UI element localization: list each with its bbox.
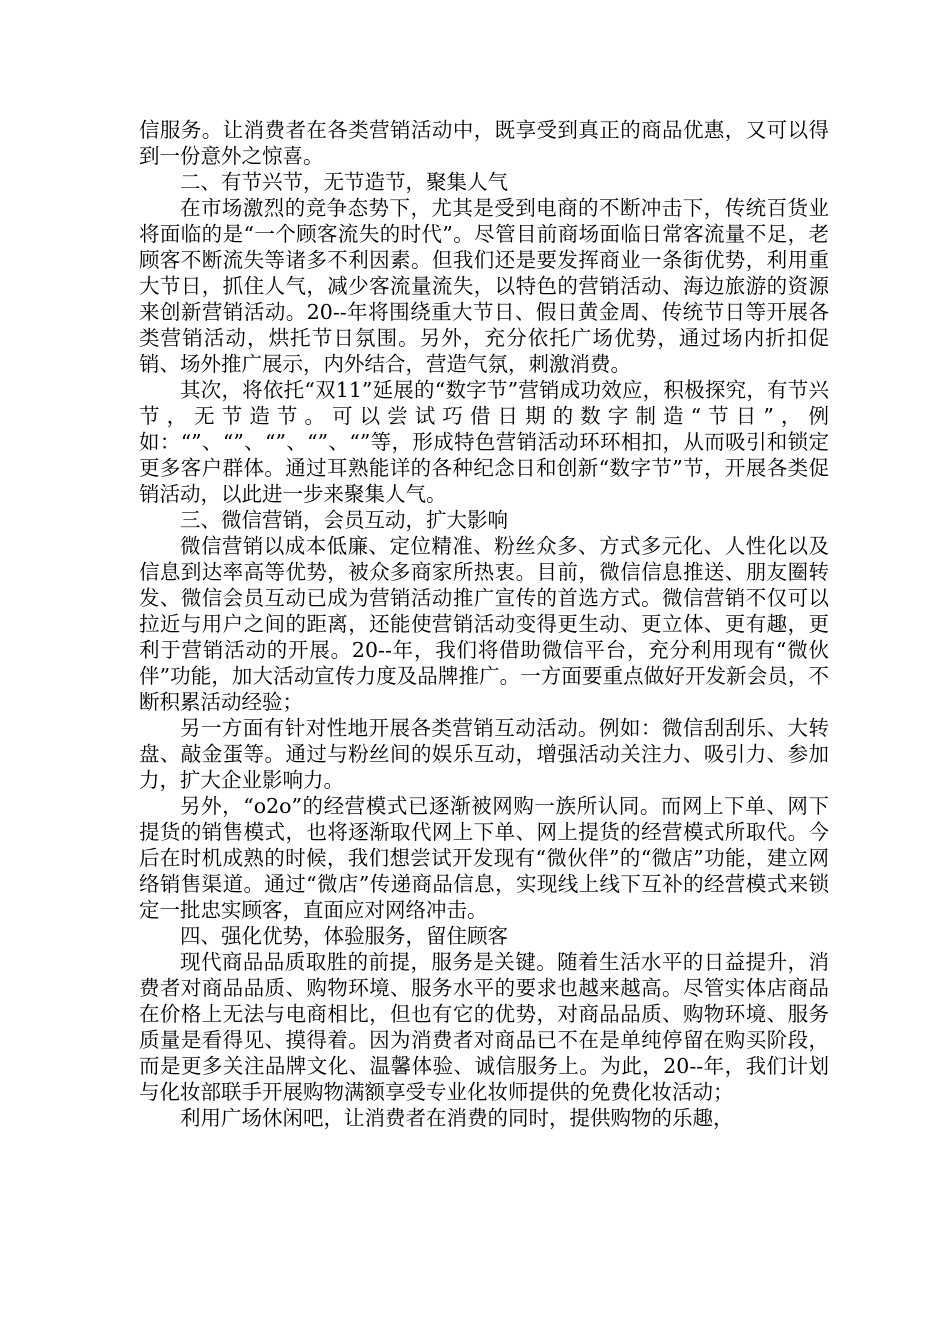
paragraph-continuation: 信服务。让消费者在各类营销活动中，既享受到真正的商品优惠，又可以得到一份意外之惊喜。	[139, 118, 829, 168]
document-page	[139, 117, 829, 1131]
section-heading-2: 二、有节兴节，无节造节，聚集人气	[180, 170, 508, 194]
paragraph: 微信营销以成本低廉、定位精准、粉丝众多、方式多元化、人性化以及信息到达率高等优势，被众多商家所热衷。目前，微信信息推送、朋友圈转发、微信会员互动已成为营销活动推广宣传的首选方式。微信营销不仅可以拉近与用户之间的距离，还能使营销活动变得更生动、更立体、更有趣，更利于营销活动的开展。20--年，我们将借助微信平台，充分利用现有“微伙伴”功能，加大活动宣传力度及品牌推广。一方面要重点做好开发新会员，不断积累活动经验；	[139, 534, 829, 714]
section-heading-3: 三、微信营销，会员互动，扩大影响	[180, 508, 508, 532]
paragraph: 其次，将依托“双11”延展的“数字节”营销成功效应，积极探究，有节兴节，无节造节。可以尝试巧借日期的数字制造“节日”，例如：“”、“”、“”、“”、“”等，形成特色营销活动环环相扣，从而吸引和锁定更多客户群体。通过耳熟能详的各种纪念日和创新“数字节”节，开展各类促销活动，以此进一步来聚集人气。	[139, 378, 829, 506]
section-heading-4: 四、强化优势，体验服务，留住顾客	[180, 924, 508, 948]
paragraph: 现代商品品质取胜的前提，服务是关键。随着生活水平的日益提升，消费者对商品品质、购物环境、服务水平的要求也越来越高。尽管实体店商品在价格上无法与电商相比，但也有它的优势，对商品品质、购物环境、服务质量是看得见、摸得着。因为消费者对商品已不在是单纯停留在购买阶段，而是更多关注品牌文化、温馨体验、诚信服务上。为此，20--年，我们计划与化妆部联手开展购物满额享受专业化妆师提供的免费化妆活动；	[139, 950, 829, 1104]
paragraph: 在市场激烈的竞争态势下，尤其是受到电商的不断冲击下，传统百货业将面临的是“一个顾客流失的时代”。尽管目前商场面临日常客流量不足，老顾客不断流失等诸多不利因素。但我们还是要发挥商业一条街优势，利用重大节日，抓住人气，减少客流量流失，以特色的营销活动、海边旅游的资源来创新营销活动。20--年将围绕重大节日、假日黄金周、传统节日等开展各类营销活动，烘托节日氛围。另外，充分依托广场优势，通过场内折扣促销、场外推广展示，内外结合，营造气氛，刺激消费。	[139, 196, 829, 376]
paragraph: 另一方面有针对性地开展各类营销互动活动。例如：微信刮刮乐、大转盘、敲金蛋等。通过与粉丝间的娱乐互动，增强活动关注力、吸引力、参加力，扩大企业影响力。	[139, 716, 829, 792]
paragraph: 另外，“o2o”的经营模式已逐渐被网购一族所认同。而网上下单、网下提货的销售模式，也将逐渐取代网上下单、网上提货的经营模式所取代。今后在时机成熟的时候，我们想尝试开发现有“微伙伴”的“微店”功能，建立网络销售渠道。通过“微店”传递商品信息，实现线上线下互补的经营模式来锁定一批忠实顾客，直面应对网络冲击。	[139, 794, 829, 922]
paragraph: 利用广场休闲吧，让消费者在消费的同时，提供购物的乐趣，	[180, 1106, 734, 1130]
